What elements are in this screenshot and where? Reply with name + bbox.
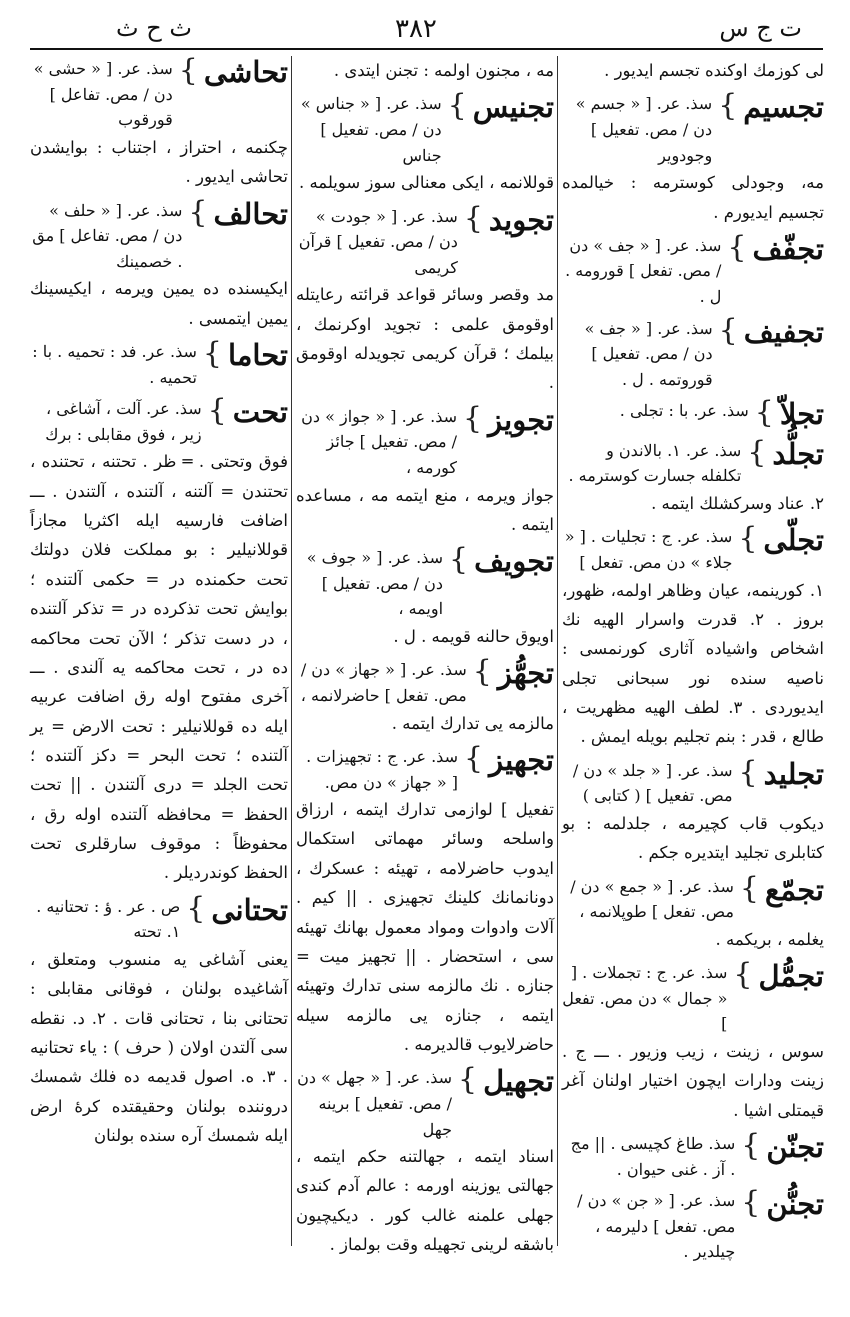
entry-head: [562, 88, 824, 168]
brace-icon: }: [458, 1062, 478, 1098]
dictionary-entry: [562, 312, 824, 393]
headword: تجلاّ: [779, 397, 824, 432]
column-divider: [557, 56, 558, 1246]
entry-definition: سوس ، زینت ، زیب وزیور . ـــ ج . زینت ودارات ایچون اختیار اولنان آغر قیمتلی اشیا .: [562, 1041, 824, 1120]
entry-definition: دیکوب قاب کچیرمه ، جلدلمه : بو کتابلری تجلید ایتدیره جکم .: [562, 813, 824, 863]
entry-grammar: سذ. عر. [ « حشی » دن / مص. تفاعل ] قورقوب: [33, 59, 173, 130]
dictionary-entry: [296, 740, 554, 1059]
dictionary-entry: [562, 754, 824, 868]
entry-head: [296, 88, 554, 168]
brace-icon: }: [741, 1127, 761, 1163]
entry-head: [296, 400, 554, 481]
headword: تجهُّز: [497, 656, 554, 691]
header-right-letters: ت ج س: [719, 14, 802, 42]
entry-head: [562, 957, 824, 1037]
brace-icon: }: [207, 393, 227, 429]
dictionary-entry: [296, 88, 554, 197]
headword: تجهیز: [489, 742, 554, 777]
entry-head: [562, 434, 824, 489]
entry-head: [30, 336, 288, 390]
entry-grammar: سذ. عر. [ « جن » دن / مص. تفعل ] دلیرمه ، چیلدیر .: [577, 1191, 736, 1262]
dictionary-entry: [562, 56, 824, 85]
headword: تجسیم: [743, 90, 824, 125]
entry-grammar: سذ. عر. [ « جمع » دن / مص. تفعل ] طوپلانمه ،: [570, 876, 734, 922]
entry-definition: مه، وجودلی کوسترمه : خیالمده تجسیم ایدیورم .: [562, 173, 824, 222]
entry-grammar: سذ. عر. [ « جناس » دن / مص. تفعیل ] جناس: [300, 94, 442, 165]
entry-definition: ۲. عناد وسرکشلك ایتمه .: [651, 493, 824, 513]
brace-icon: }: [463, 400, 483, 436]
entry-grammar: ص . عر . ؤ : تحتانیه . ۱. تحته: [36, 896, 181, 942]
entry-definition: مه ، مجنون اولمه : تجنن ایتدی .: [333, 61, 554, 80]
brace-icon: }: [739, 870, 759, 906]
headword: تجنیس: [472, 90, 554, 125]
headword: تجفّف: [752, 231, 824, 266]
entry-definition: لی کوزمك اوکنده تجسم ایدیور .: [604, 61, 824, 80]
column-middle: [296, 56, 554, 1255]
entry-grammar: سذ. عر. ج : تجلیات . [ « جلاء » دن مص. تفعل ]: [564, 527, 733, 572]
entry-head: [296, 542, 554, 622]
dictionary-entry: [30, 53, 288, 192]
headword: تجمُّل: [758, 959, 824, 994]
entry-definition: اویوق حالنه قویمه . ل .: [393, 627, 554, 646]
entry-definition: ۱. کورینمه، عیان وظاهر اولمه، ظهور، بروز . ۲. قدرت واسرار الهیه نك اشخاص واشیاده آثاری کورنمسی : ناصیه سنده نور سبحانی تجلی ایدیوردی . ۳. لطف الهیه مظهریت ، طالع ، قدر : بنم تجلیم بویله ایمش .: [562, 580, 824, 747]
dictionary-entry: [30, 194, 288, 334]
entry-definition: اسناد ایتمه ، جهالتنه حکم ایتمه ، جهالتی یوزینه اورمه : عالم آدم کندی جهلی علمنه غالب کور . دیکیچیون باشقه لرینی تجهیله وقت بولماز .: [296, 1147, 554, 1255]
entry-grammar: سذ. عر. [ « جوف » دن / مص. تفعیل ] اویمه ،: [306, 548, 444, 619]
entry-grammar: سذ. عر. [ « جسم » دن / مص. تفعیل ] وجودویر: [575, 94, 713, 165]
entry-grammar: سذ. عر. [ « جف » دن / مص. تفعل ] قورومه . ل .: [565, 235, 722, 307]
entry-grammar: سذ. عر. [ « جواز » دن / مص. تفعیل ] جائز کورمه ،: [301, 406, 458, 477]
entry-head: [30, 194, 288, 275]
entry-definition: مد وقصر وسائر قواعد قرائته رعایتله اوقومق علمی : تجوید اوکرنمك ، بیلمك ؛ قرآن کریمی تجویدله اوقومق .: [296, 285, 554, 393]
entry-head: [562, 521, 824, 575]
dictionary-entry: [296, 542, 554, 651]
entry-head: [562, 1185, 824, 1265]
dictionary-entry: [30, 393, 288, 888]
entry-definition: یعنی آشاغی یه منسوب ومتعلق ، آشاغیده بولنان ، فوقانی مقابلی : تحتانی بنا ، تحتانی قات . ۲. د. نقطه سی آلتدن اولان ( حرف ) : یاء تحتانیه . ۳. ه. اصول قدیمه ده فلك شمسك دروننده بولنان وحقیقتده کرۀ ارض ایله شمسك آره سنده بولنان: [30, 949, 288, 1146]
brace-icon: }: [754, 395, 774, 431]
brace-icon: }: [738, 754, 758, 790]
page-number: ۳۸۲: [395, 14, 437, 44]
entry-head: [296, 654, 554, 708]
brace-icon: }: [188, 194, 208, 230]
dictionary-entry: [562, 229, 824, 310]
headword: تجمّع: [765, 872, 824, 907]
headword: تحاما: [228, 338, 288, 372]
column-left: [30, 53, 288, 1246]
dictionary-entry: [296, 1062, 554, 1259]
entry-head: [562, 395, 824, 432]
entry-head: [562, 1127, 824, 1182]
headword: تحت: [232, 395, 288, 430]
dictionary-entry: [562, 395, 824, 432]
headword: تجلید: [763, 756, 824, 791]
dictionary-entry: [562, 1127, 824, 1182]
dictionary-entry: [562, 434, 824, 519]
column-divider: [291, 56, 292, 1246]
dictionary-entry: [562, 88, 824, 227]
entry-head: [562, 754, 824, 809]
entry-grammar: سذ. عر. [ « حلف » دن / مص. تفاعل ] مق . خصمینك: [32, 200, 183, 271]
entry-grammar: سذ. عر. [ « جلد » دن / مص. تفعیل ] ( کتابی ): [572, 760, 733, 806]
column-right: [562, 56, 824, 1262]
header-left-letters: ث ح ث: [116, 14, 192, 42]
entry-definition: ایکیسنده ده یمین ویرمه ، ایکیسینك یمین ایتمسی .: [30, 279, 288, 328]
brace-icon: }: [447, 88, 467, 124]
dictionary-entry: [296, 200, 554, 398]
entry-grammar: سذ. عر. ۱. بالاندن و تکلفله جسارت کوسترمه .: [568, 440, 742, 486]
brace-icon: }: [718, 88, 738, 124]
brace-icon: }: [733, 957, 753, 993]
entry-head: [562, 229, 824, 310]
headword: تجفیف: [743, 314, 824, 349]
brace-icon: }: [202, 336, 222, 371]
entry-definition: قوللانمه ، ایکی معنالی سوز سویلمه .: [298, 173, 554, 193]
entry-head: [562, 312, 824, 393]
headword: تجنّن: [766, 1129, 824, 1164]
entry-definition: تفعیل ] لوازمی تدارك ایتمه ، ارزاق واسلحه وسائر مهماتی استکمال ایدوب حاضرلامه ، تهیئه : عسکرك ، دونانمانك کلینك تجهیزی . || کیم . آلات وادوات ومواد معمول بهانك تهیئه سی ، استحضار . || تجهیز میت = جنازه . نك مالزمه سنی تدارك وتهیئه ایتمه ، جنازه یی مالزمه سیله حاضرلایوب قالدیرمه .: [296, 800, 554, 1054]
header-rule: [30, 48, 823, 50]
entry-head: [30, 53, 288, 133]
entry-definition: مالزمه یی تدارك ایتمه .: [391, 713, 554, 733]
entry-head: [296, 200, 554, 281]
brace-icon: }: [718, 312, 738, 348]
entry-head: [296, 1062, 554, 1142]
page-header: [30, 14, 820, 46]
entry-grammar: سذ. عر. [ « جهل » دن / مص. تفعیل ] برینه جهل: [297, 1068, 453, 1139]
dictionary-entry: [30, 890, 288, 1151]
brace-icon: }: [727, 229, 747, 265]
entry-grammar: سذ. طاغ کچیسی . || مج . آز . غنی حیوان .: [570, 1133, 736, 1179]
dictionary-entry: [296, 400, 554, 540]
entry-grammar: سذ. عر. [ « جودت » دن / مص. تفعیل ] قرآن کریمی: [298, 206, 458, 277]
brace-icon: }: [738, 521, 758, 557]
entry-grammar: سذ. عر. آلت ، آشاغی ، زیر ، فوق مقابلی : برك: [45, 399, 202, 444]
dictionary-entry: [562, 521, 824, 751]
brace-icon: }: [186, 890, 206, 926]
brace-icon: }: [463, 200, 483, 236]
brace-icon: }: [463, 740, 484, 776]
entry-grammar: سذ. عر. [ « جف » دن / مص. تفعیل ] قوروتمه . ل .: [584, 318, 713, 389]
brace-icon: }: [449, 542, 469, 578]
headword: تجلُّد: [772, 436, 824, 471]
entry-grammar: سذ. عر. فد : تحمیه . با : تحمیه .: [32, 342, 197, 387]
dictionary-entry: [296, 654, 554, 738]
headword: تجلّی: [763, 523, 824, 558]
headword: تحالف: [213, 196, 288, 231]
entry-definition: یغلمه ، بریکمه .: [715, 929, 824, 949]
headword: تجویف: [474, 544, 554, 579]
dictionary-entry: [30, 336, 288, 390]
entry-head: [562, 870, 824, 925]
dictionary-entry: [296, 56, 554, 85]
headword: تجنُّن: [766, 1187, 824, 1222]
brace-icon: }: [472, 654, 492, 690]
dictionary-entry: [562, 1185, 824, 1265]
entry-grammar: سذ. عر. ج : تجملات . [ « جمال » دن مص. تفعل ]: [562, 963, 728, 1034]
entry-grammar: سذ. عر. [ « جهاز » دن / مص. تفعل ] حاضرلانمه ،: [300, 660, 467, 705]
brace-icon: }: [178, 53, 198, 88]
entry-head: [30, 890, 288, 945]
entry-head: [30, 393, 288, 447]
dictionary-entry: [562, 957, 824, 1125]
headword: تجویز: [488, 402, 554, 437]
entry-definition: چکنمه ، احتراز ، اجتناب : بوایشدن تحاشی ایدیور .: [30, 137, 288, 187]
brace-icon: }: [741, 1185, 761, 1221]
entry-grammar: سذ. عر. با : تجلی .: [619, 401, 749, 421]
headword: تجوید: [488, 202, 554, 237]
headword: تحتانی: [211, 892, 288, 927]
headword: تجهیل: [483, 1064, 554, 1099]
entry-head: [296, 740, 554, 795]
entry-grammar: سذ. عر. ج : تجهیزات . [ « جهاز » دن مص.: [306, 746, 458, 792]
headword: تحاشی: [203, 55, 288, 89]
entry-definition: فوق وتحتی . ═ ظر . تحتنه ، تحتنده ، تحتندن = آلتنه ، آلتنده ، آلتندن . ـــ اضافت فارسیه ایله اکثریا مجازاً قوللانیلیر : بو مملکت فلان دولتك تحت حکمنده در = حکمی آلتنده ؛ بوایش تحت تذکرده در = تذکر آلتنده ، در دست تذکر ؛ الآن تحت محاکمه ده در ، تحت محاکمه یه آلندی . ـــ آخری مفتوح اوله رق اضافت عربیه ایله ده قوللانیلیر : تحت الارض = یر آلتنده ؛ تحت البحر = دکز آلتنده ؛ تحت الجلد = دری آلتندن . || تحت الحفظ = محافظه آلتنده اوله رق ، محفوظاً : موقوف سارقلری تحت الحفظ کوندردیلر .: [30, 452, 288, 883]
brace-icon: }: [747, 434, 767, 470]
dictionary-entry: [562, 870, 824, 955]
entry-definition: جواز ویرمه ، منع ایتمه مه ، مساعده ایتمه .: [296, 485, 554, 534]
